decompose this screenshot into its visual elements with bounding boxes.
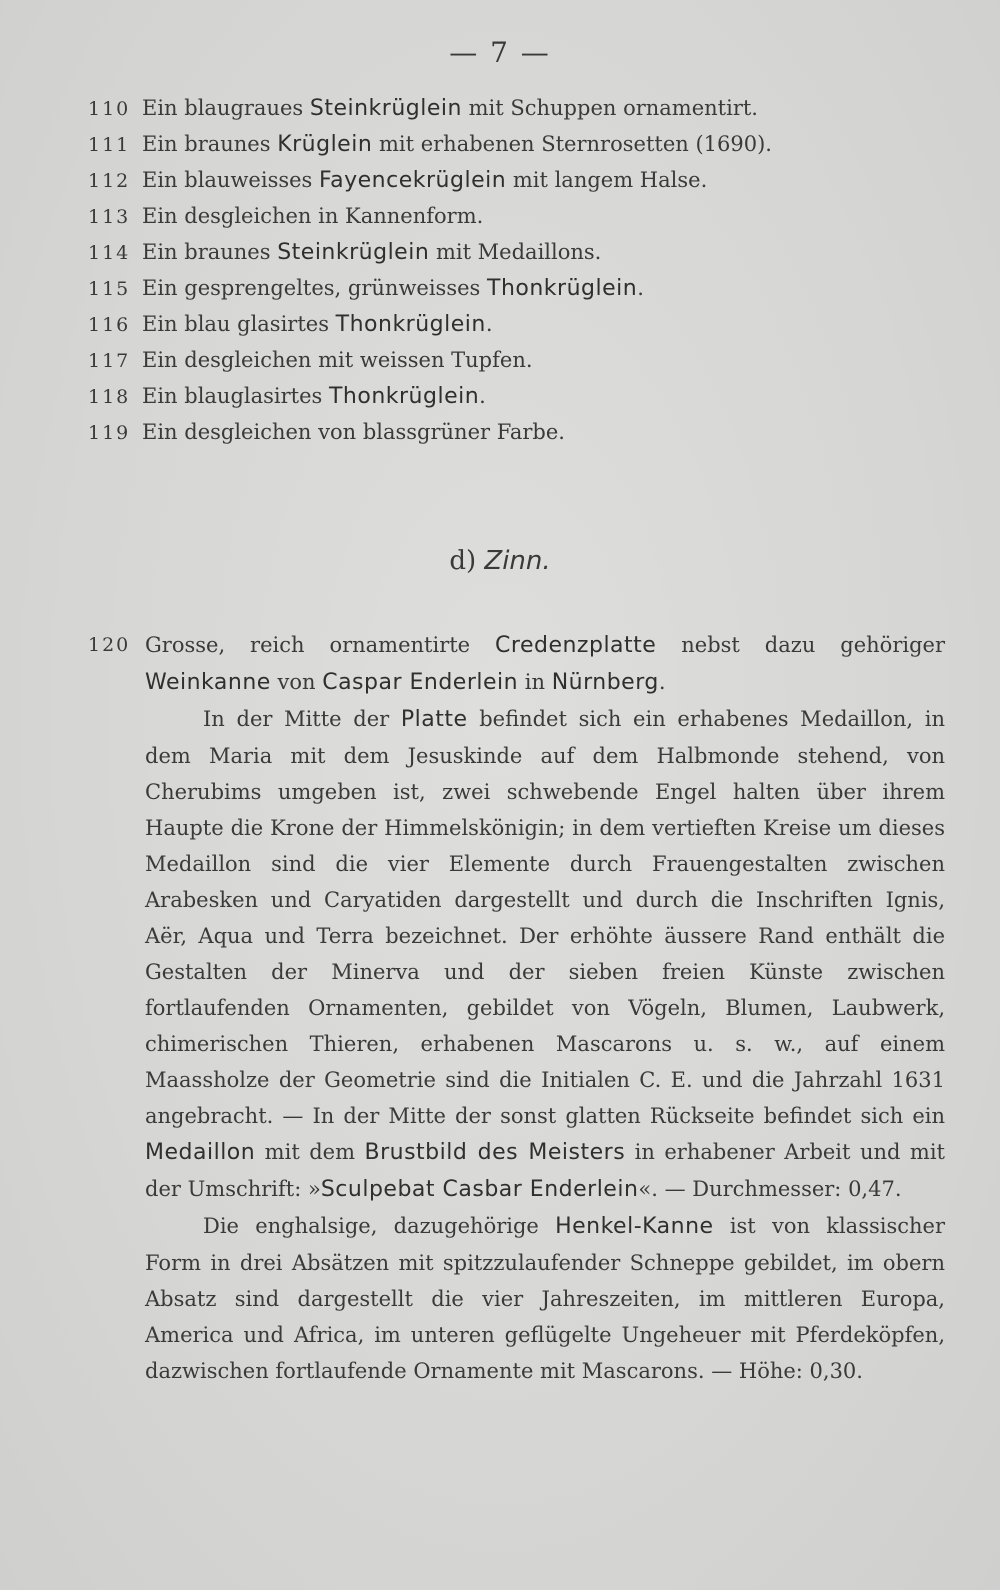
entry-number: 114 [88,242,131,264]
catalog-entry-117 [88,342,948,378]
section-heading [0,546,1000,576]
page-number: — 7 — [449,36,551,69]
catalog-entry-115 [88,270,948,306]
catalog-entry-116 [88,306,948,342]
catalog-entry-118 [88,378,948,414]
entry-number: 119 [88,422,131,444]
entry-text-tail: . [485,312,493,336]
entry-number: 115 [88,278,131,300]
emphasis-platte: Platte [400,707,468,732]
emphasis-medaillon: Medaillon [145,1140,256,1165]
text-run: befindet sich ein erhabenes Medaillon, in dem Maria mit dem Jesuskinde auf dem Halbmonde stehend, von Cherubims umgeben ist, zwei schwebende Engel halten über ihrem Haupte die Krone der Himmelskönigin; in dem vertieften Kreise um dieses Medaillon sind die vier Elemente durch Frauengestalten zwischen Arabesken und Caryatiden dargestellt und durch die Inschriften Ignis, Aër, Aqua und Terra bezeichnet. Der erhöhte äussere Rand enthält die Gestalten der Minerva und der sieben freien Künste zwischen fortlaufenden Ornamenten, gebildet von Vögeln, Blumen, Laubwerk, chimerischen Thieren, erhabenen Mascarons u. s. w., auf einem Maassholze der Geometrie sind die Initialen C. E. und die Jahrzahl 1631 angebracht. — In der Mitte der sonst glatten Rückseite befindet sich ein [145,707,945,1128]
entry-text: Ein desgleichen von blassgrüner Farbe. [142,420,565,444]
emphasis-umschrift: Sculpebat Casbar Enderlein [320,1177,639,1202]
text-run: mit dem [255,1140,365,1164]
catalog-entry-list [88,90,948,450]
catalog-entry-114 [88,234,948,270]
text-run: nebst dazu gehöriger [656,633,945,657]
entry-text: Ein braunes [142,240,278,264]
entry-emphasis: Thonkrüglein [328,384,480,409]
entry-text-tail: mit erhabenen Sternrosetten (1690). [372,132,772,156]
emphasis-weinkanne: Weinkanne [145,670,271,695]
entry-number: 120 [88,634,131,656]
text-run: in [518,670,552,694]
entry-120-platte-description [145,701,945,1208]
catalog-entry-120 [145,627,945,1389]
entry-text-tail: . [637,276,644,300]
entry-120-title-paragraph [145,627,945,701]
catalog-entry-113 [88,198,948,234]
entry-emphasis: Krüglein [277,132,373,157]
emphasis-city: Nürnberg [551,670,659,695]
entry-text-tail: mit Medaillons. [429,240,602,264]
text-run: in erhabener Arbeit und mit der Umschrift: » [145,1140,945,1201]
entry-emphasis: Thonkrüglein [335,312,486,337]
entry-emphasis: Steinkrüglein [277,240,430,265]
entry-text: Ein blauweisses [142,168,320,192]
catalog-entry-119 [88,414,948,450]
entry-text: Ein blaugraues [142,96,310,120]
entry-number: 113 [88,206,131,228]
entry-text: Ein desgleichen in Kannenform. [142,204,484,228]
entry-emphasis: Fayencekrüglein [319,168,507,193]
entry-emphasis: Steinkrüglein [309,96,462,121]
entry-text: Ein desgleichen mit weissen Tupfen. [142,348,533,372]
text-run: In der Mitte der [203,707,401,731]
catalog-entry-112 [88,162,948,198]
entry-120-kanne-description [145,1208,945,1389]
entry-text: Ein braunes [142,132,278,156]
emphasis-henkel-kanne: Henkel-Kanne [555,1214,714,1239]
entry-number: 111 [88,134,131,156]
text-run: von [270,670,323,694]
text-run: . [658,670,666,694]
text-run: Die enghalsige, dazugehörige [203,1214,556,1238]
entry-number: 110 [88,98,131,120]
entry-number: 116 [88,314,131,336]
text-run: «. — Durchmesser: 0,47. [638,1177,902,1201]
catalog-entry-111 [88,126,948,162]
entry-number: 117 [88,350,131,372]
entry-emphasis: Thonkrüglein [487,276,638,301]
section-title: Zinn. [484,546,551,576]
entry-number: 118 [88,386,131,408]
entry-number: 112 [88,170,131,192]
entry-text-tail: mit Schuppen ornamentirt. [461,96,758,120]
entry-text-tail: . [479,384,486,408]
entry-text: Ein blau glasirtes [142,312,336,336]
entry-text-tail: mit langem Halse. [506,168,708,192]
section-letter: d) [449,546,477,576]
text-run: Grosse, reich ornamentirte [145,633,496,657]
emphasis-maker-name: Caspar Enderlein [322,670,519,695]
entry-text: Ein gesprengeltes, grünweisses [142,276,487,300]
text-run: ist von klassischer Form in drei Absätzen mit spitzzulaufender Schneppe gebildet, im obern Absatz sind dargestellt die vier Jahreszeiten, im mittleren Europa, America und Africa, im unteren geflügelte Ungeheuer mit Pferdeköpfen, dazwischen fortlaufende Ornamente mit Mascarons. — Höhe: 0,30. [145,1214,945,1383]
entry-text: Ein blauglasirtes [142,384,329,408]
emphasis-credenzplatte: Credenzplatte [495,633,657,658]
catalog-entry-110 [88,90,948,126]
emphasis-brustbild: Brustbild des Meisters [364,1140,626,1165]
